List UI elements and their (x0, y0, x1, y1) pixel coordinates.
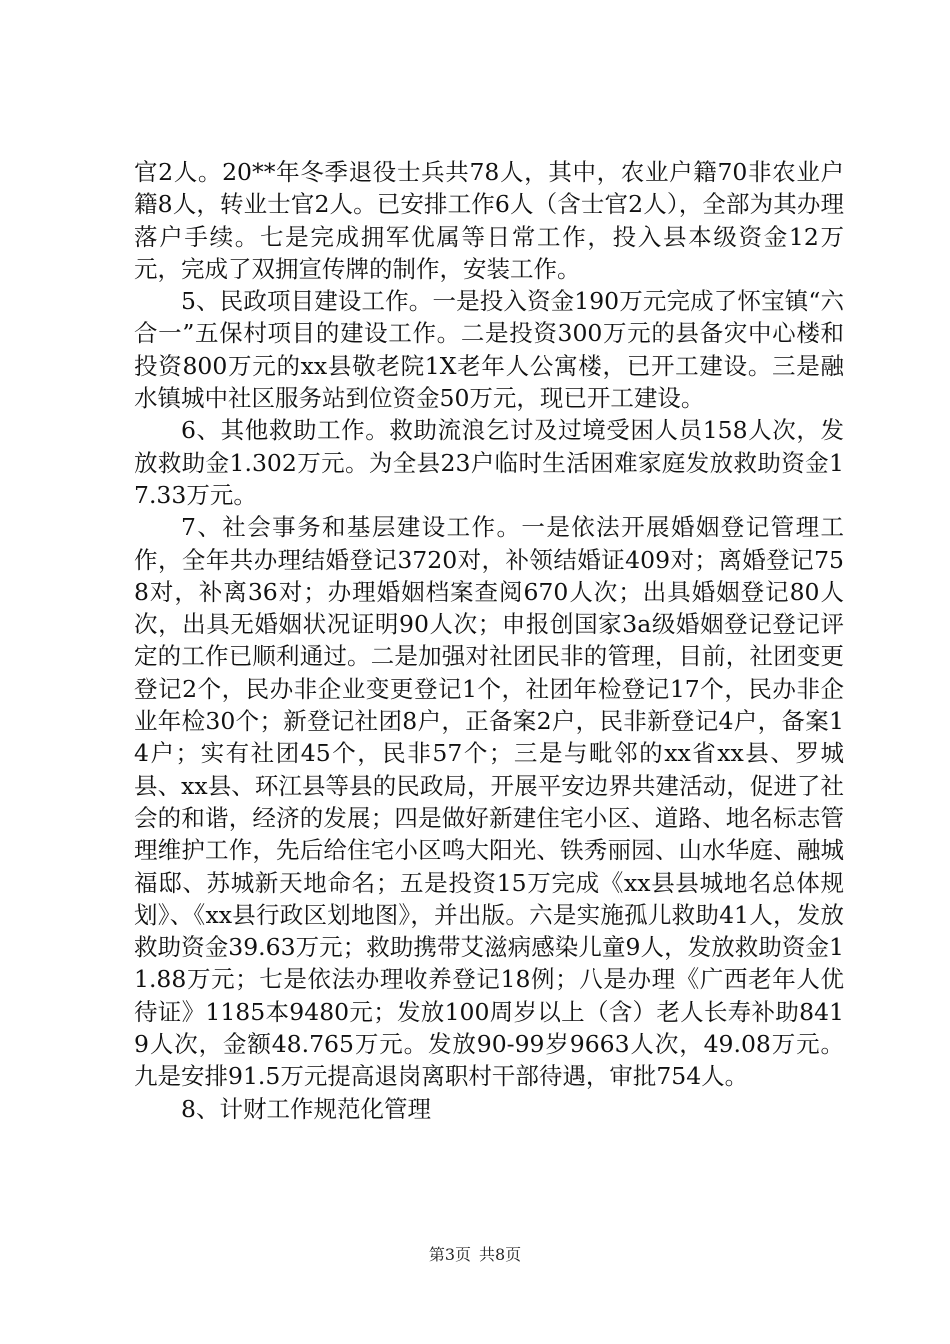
paragraph-5: 8、计财工作规范化管理 (181, 1094, 431, 1123)
page-number-current: 第3页 (428, 1245, 471, 1264)
paragraph-1: 官2人。20**年冬季退役士兵共78人，其中，农业户籍70非农业户籍8人，转业士官2人。已安排工作6人（含士官2人），全部为其办理落户手续。七是完成拥军优属等日常工作，投入县本级资金12万元，完成了双拥宣传牌的制作，安装工作。 (134, 158, 844, 283)
paragraph-2: 5、民政项目建设工作。一是投入资金190万元完成了怀宝镇“六合一”五保村项目的建设工作。二是投资300万元的县备灾中心楼和投资800万元的xx县敬老院1X老年人公寓楼，已开工建设。三是融水镇城中社区服务站到位资金50万元，现已开工建设。 (134, 287, 844, 413)
paragraph-4: 7、社会事务和基层建设工作。一是依法开展婚姻登记管理工作，全年共办理结婚登记3720对，补领结婚证409对；离婚登记758对，补离36对；办理婚姻档案查阅670人次；出具婚姻登记80人次，出具无婚姻状况证明90人次；申报创国家3a级婚姻登记登记评定的工作已顺利通过。二是加强对社团民非的管理，目前，社团变更登记2个，民办非企业变更登记1个，社团年检登记17个，民办非企业年检30个；新登记社团8户，正备案2户，民非新登记4户，备案14户；实有社团45个，民非57个；三是与毗邻的xx省xx县、罗城县、xx县、环江县等县的民政局，开展平安边界共建活动，促进了社会的和谐，经济的发展；四是做好新建住宅小区、道路、地名标志管理维护工作，先后给住宅小区鸣大阳光、铁秀丽园、山水华庭、融城福邸、苏城新天地命名；五是投资15万完成《xx县县城地名总体规划》、《xx县行政区划地图》，并出版。六是实施孤儿救助41人，发放救助资金39.63万元；救助携带艾滋病感染儿童9人，发放救助资金11.88万元；七是依法办理收养登记18例；八是办理《广西老年人优待证》1185本9480元；发放100周岁以上（含）老人长寿补助8419人次，金额48.765万元。发放90-99岁9663人次，49.08万元。九是安排91.5万元提高退岗离职村干部待遇，审批754人。 (134, 513, 844, 1091)
page-number-total: 共8页 (479, 1245, 522, 1264)
paragraph-3: 6、其他救助工作。救助流浪乞讨及过境受困人员158人次，发放救助金1.302万元。为全县23户临时生活困难家庭发放救助资金17.33万元。 (134, 416, 844, 509)
document-body (134, 156, 844, 1125)
page-footer (0, 1245, 950, 1265)
